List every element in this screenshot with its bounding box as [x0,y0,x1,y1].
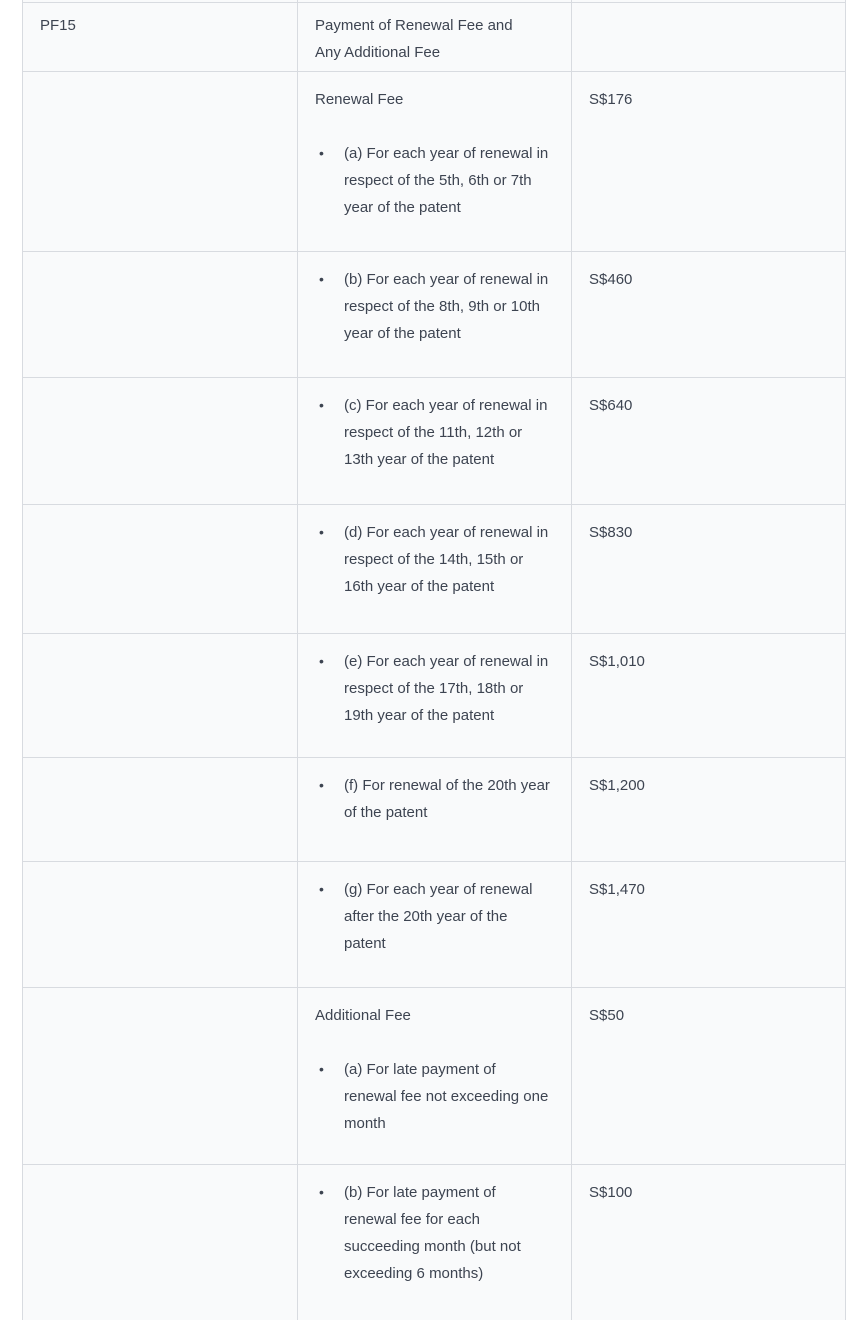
fee-amount: S$1,200 [589,777,645,794]
description-cell [298,505,572,634]
fee-item-list [315,1179,554,1287]
bullet-icon: • [319,881,324,897]
description-cell [298,758,572,862]
bullet-icon: • [319,1061,324,1077]
form-code-cell [23,634,298,758]
fee-item-list [315,519,554,600]
bullet-icon: • [319,524,324,540]
amount-cell [572,252,846,378]
fee-item-list [315,140,554,221]
fee-item [315,266,554,347]
fee-table-row [23,758,846,862]
fee-table-row [23,378,846,505]
fee-item-list [315,648,554,729]
fee-amount: S$1,470 [589,881,645,898]
fee-amount: S$830 [589,524,633,541]
fee-item-list [315,1056,554,1137]
bullet-icon: • [319,777,324,793]
amount-cell [572,505,846,634]
fee-item [315,392,554,473]
bullet-icon: • [319,653,324,669]
fee-item-text: (d) For each year of renewal in respect of the 14th, 15th or 16th year of the patent [344,524,549,595]
fee-item-list [315,876,554,957]
fee-table-row [23,252,846,378]
form-code-cell [23,378,298,505]
form-code-cell [23,3,298,72]
fee-table-row [23,72,846,252]
amount-cell [572,3,846,72]
fee-table-row [23,862,846,988]
form-code-cell [23,505,298,634]
fee-table-row [23,1165,846,1320]
bullet-icon: • [319,1184,324,1200]
amount-cell [572,72,846,252]
fee-item-list [315,392,554,473]
form-code: PF15 [40,17,76,34]
amount-cell [572,758,846,862]
form-code-cell [23,252,298,378]
amount-cell [572,862,846,988]
fee-group-header: Additional Fee [315,1007,411,1024]
description-cell [298,988,572,1165]
fee-item [315,1056,554,1137]
fee-table-row [23,505,846,634]
bullet-icon: • [319,397,324,413]
fee-item-text: (f) For renewal of the 20th year of the patent [344,777,550,821]
fee-amount: S$640 [589,397,633,414]
form-code-cell [23,1165,298,1320]
fee-amount: S$100 [589,1184,633,1201]
fee-item [315,648,554,729]
fee-amount: S$176 [589,91,633,108]
description-cell [298,862,572,988]
fee-item-text: (a) For late payment of renewal fee not exceeding one month [344,1061,549,1132]
fee-amount: S$50 [589,1007,625,1024]
fee-item-text: (c) For each year of renewal in respect of the 11th, 12th or 13th year of the patent [344,397,548,468]
fee-table-row [23,634,846,758]
fee-item-text: (g) For each year of renewal after the 20th year of the patent [344,881,533,952]
fee-item [315,140,554,221]
amount-cell [572,1165,846,1320]
amount-cell [572,634,846,758]
fee-item-list [315,772,554,826]
form-code-cell [23,72,298,252]
fee-group-header: Renewal Fee [315,91,404,108]
description-cell [298,72,572,252]
form-code-cell [23,988,298,1165]
description-cell [298,378,572,505]
amount-cell [572,988,846,1165]
bullet-icon: • [319,271,324,287]
fee-item-text: (b) For each year of renewal in respect of the 8th, 9th or 10th year of the patent [344,271,549,342]
form-description: Payment of Renewal Fee and Any Additional Fee [315,17,513,61]
description-cell [298,3,572,72]
amount-cell [572,378,846,505]
description-cell [298,634,572,758]
fee-item-list [315,266,554,347]
fee-amount: S$460 [589,271,633,288]
fee-item [315,772,554,826]
fee-item [315,519,554,600]
form-code-cell [23,758,298,862]
fee-item-text: (e) For each year of renewal in respect of the 17th, 18th or 19th year of the patent [344,653,549,724]
fee-item [315,1179,554,1287]
form-code-cell [23,862,298,988]
bullet-icon: • [319,145,324,161]
fee-item [315,876,554,957]
fee-item-text: (a) For each year of renewal in respect of the 5th, 6th or 7th year of the patent [344,145,549,216]
fee-item-text: (b) For late payment of renewal fee for each succeeding month (but not exceeding 6 months) [344,1184,521,1282]
description-cell [298,252,572,378]
fee-table-row [23,3,846,72]
description-cell [298,1165,572,1320]
fee-table-row [23,988,846,1165]
fee-table [22,0,846,1320]
fee-amount: S$1,010 [589,653,645,670]
